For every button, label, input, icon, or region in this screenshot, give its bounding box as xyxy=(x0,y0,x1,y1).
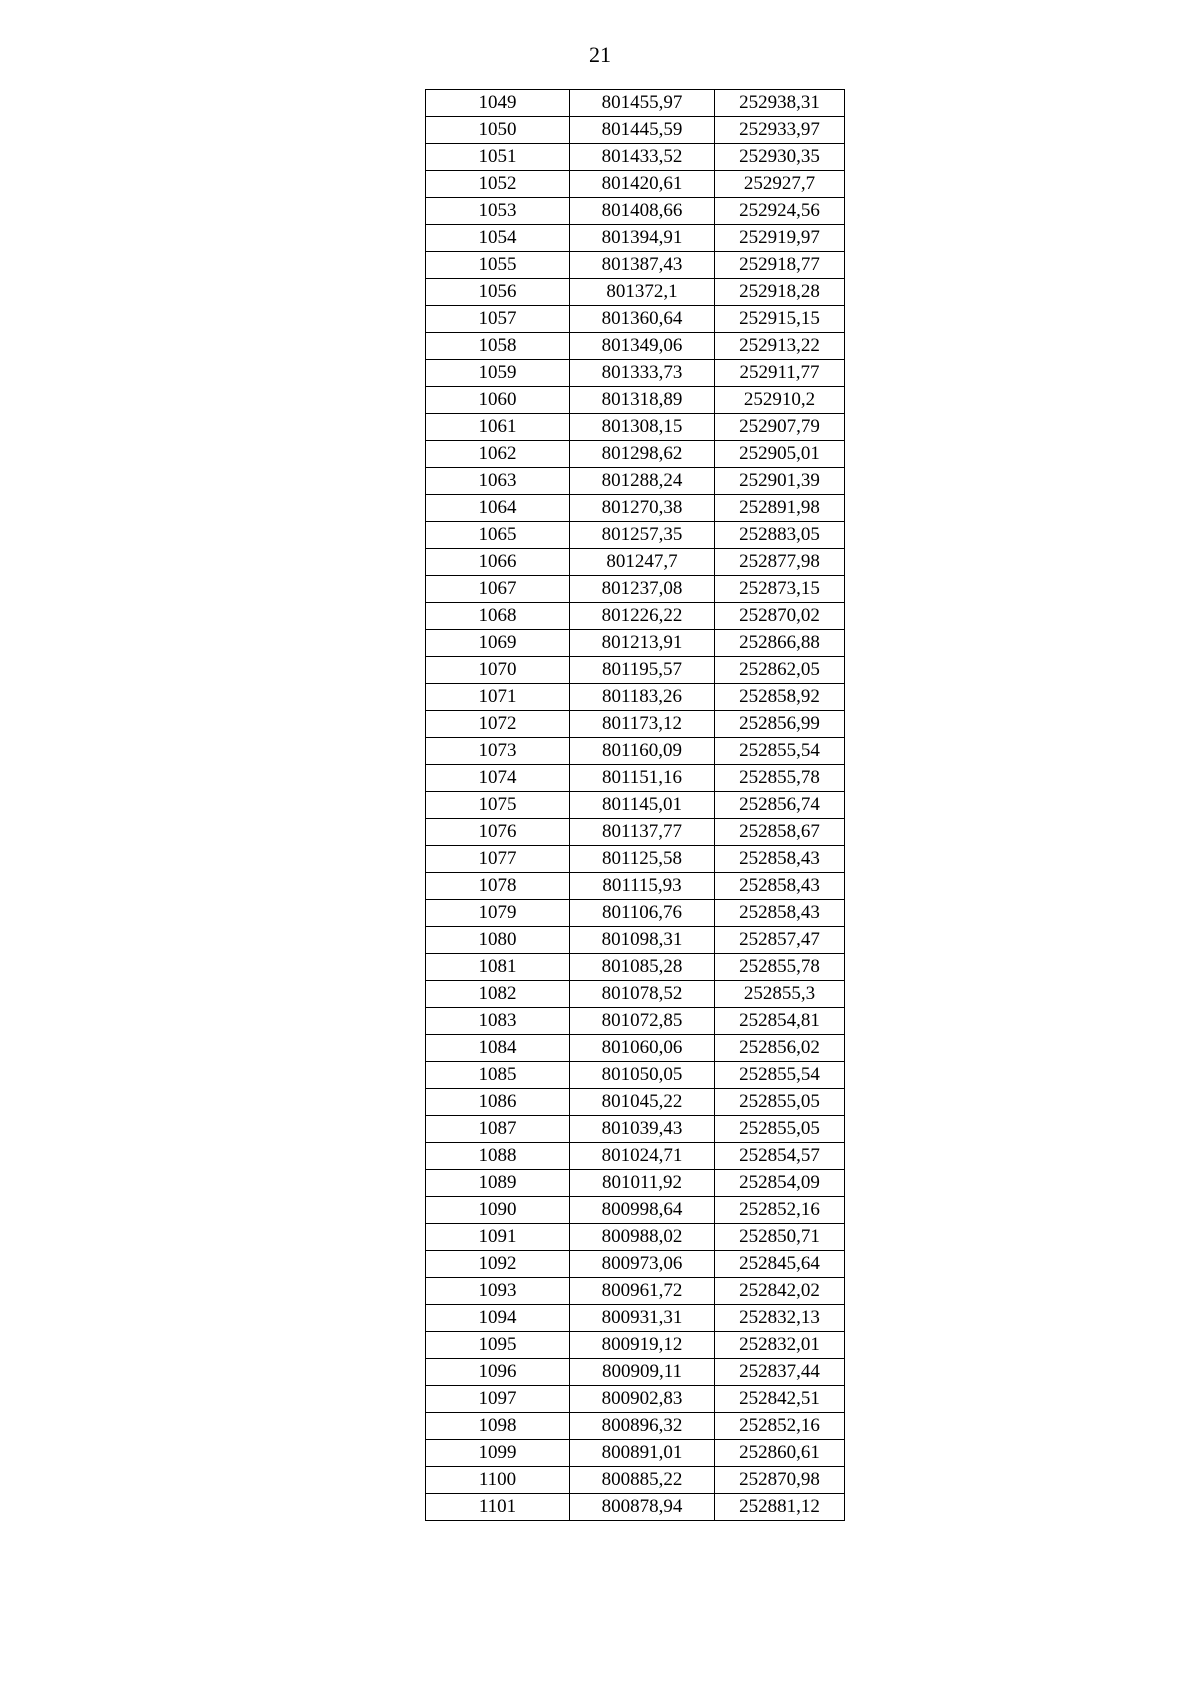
point-number-cell: 1099 xyxy=(426,1440,570,1467)
y-coordinate-cell: 252930,35 xyxy=(715,144,845,171)
point-number-cell: 1069 xyxy=(426,630,570,657)
point-number-cell: 1068 xyxy=(426,603,570,630)
point-number-cell: 1052 xyxy=(426,171,570,198)
x-coordinate-cell: 800931,31 xyxy=(570,1305,715,1332)
table-row xyxy=(426,1440,845,1467)
x-coordinate-cell: 801045,22 xyxy=(570,1089,715,1116)
point-number-cell: 1083 xyxy=(426,1008,570,1035)
table-row xyxy=(426,198,845,225)
table-row xyxy=(426,1251,845,1278)
y-coordinate-cell: 252858,43 xyxy=(715,873,845,900)
x-coordinate-cell: 800988,02 xyxy=(570,1224,715,1251)
coordinates-table xyxy=(425,89,845,1521)
x-coordinate-cell: 801433,52 xyxy=(570,144,715,171)
point-number-cell: 1072 xyxy=(426,711,570,738)
x-coordinate-cell: 801349,06 xyxy=(570,333,715,360)
table-row xyxy=(426,1170,845,1197)
point-number-cell: 1090 xyxy=(426,1197,570,1224)
y-coordinate-cell: 252858,92 xyxy=(715,684,845,711)
table-row xyxy=(426,549,845,576)
x-coordinate-cell: 801078,52 xyxy=(570,981,715,1008)
y-coordinate-cell: 252850,71 xyxy=(715,1224,845,1251)
x-coordinate-cell: 801195,57 xyxy=(570,657,715,684)
x-coordinate-cell: 801318,89 xyxy=(570,387,715,414)
point-number-cell: 1085 xyxy=(426,1062,570,1089)
y-coordinate-cell: 252854,81 xyxy=(715,1008,845,1035)
table-row xyxy=(426,441,845,468)
table-row xyxy=(426,225,845,252)
y-coordinate-cell: 252927,7 xyxy=(715,171,845,198)
x-coordinate-cell: 800902,83 xyxy=(570,1386,715,1413)
point-number-cell: 1089 xyxy=(426,1170,570,1197)
point-number-cell: 1075 xyxy=(426,792,570,819)
table-row xyxy=(426,333,845,360)
y-coordinate-cell: 252910,2 xyxy=(715,387,845,414)
point-number-cell: 1074 xyxy=(426,765,570,792)
table-row xyxy=(426,900,845,927)
x-coordinate-cell: 801257,35 xyxy=(570,522,715,549)
table-row xyxy=(426,171,845,198)
table-row xyxy=(426,1035,845,1062)
x-coordinate-cell: 801213,91 xyxy=(570,630,715,657)
table-row xyxy=(426,306,845,333)
y-coordinate-cell: 252832,01 xyxy=(715,1332,845,1359)
y-coordinate-cell: 252913,22 xyxy=(715,333,845,360)
point-number-cell: 1092 xyxy=(426,1251,570,1278)
table-row xyxy=(426,954,845,981)
x-coordinate-cell: 801145,01 xyxy=(570,792,715,819)
point-number-cell: 1066 xyxy=(426,549,570,576)
point-number-cell: 1054 xyxy=(426,225,570,252)
y-coordinate-cell: 252881,12 xyxy=(715,1494,845,1521)
point-number-cell: 1055 xyxy=(426,252,570,279)
table-row xyxy=(426,846,845,873)
table-row xyxy=(426,360,845,387)
y-coordinate-cell: 252842,02 xyxy=(715,1278,845,1305)
table-row xyxy=(426,765,845,792)
x-coordinate-cell: 801408,66 xyxy=(570,198,715,225)
y-coordinate-cell: 252854,09 xyxy=(715,1170,845,1197)
y-coordinate-cell: 252866,88 xyxy=(715,630,845,657)
y-coordinate-cell: 252856,99 xyxy=(715,711,845,738)
point-number-cell: 1097 xyxy=(426,1386,570,1413)
coordinates-table-body xyxy=(426,90,845,1521)
y-coordinate-cell: 252883,05 xyxy=(715,522,845,549)
table-row xyxy=(426,1359,845,1386)
y-coordinate-cell: 252933,97 xyxy=(715,117,845,144)
x-coordinate-cell: 801455,97 xyxy=(570,90,715,117)
x-coordinate-cell: 801151,16 xyxy=(570,765,715,792)
y-coordinate-cell: 252842,51 xyxy=(715,1386,845,1413)
table-row xyxy=(426,1305,845,1332)
x-coordinate-cell: 801039,43 xyxy=(570,1116,715,1143)
y-coordinate-cell: 252858,43 xyxy=(715,900,845,927)
y-coordinate-cell: 252862,05 xyxy=(715,657,845,684)
point-number-cell: 1049 xyxy=(426,90,570,117)
x-coordinate-cell: 801237,08 xyxy=(570,576,715,603)
point-number-cell: 1050 xyxy=(426,117,570,144)
point-number-cell: 1082 xyxy=(426,981,570,1008)
x-coordinate-cell: 801106,76 xyxy=(570,900,715,927)
x-coordinate-cell: 801288,24 xyxy=(570,468,715,495)
table-row xyxy=(426,927,845,954)
y-coordinate-cell: 252873,15 xyxy=(715,576,845,603)
y-coordinate-cell: 252860,61 xyxy=(715,1440,845,1467)
x-coordinate-cell: 801024,71 xyxy=(570,1143,715,1170)
x-coordinate-cell: 801085,28 xyxy=(570,954,715,981)
x-coordinate-cell: 801420,61 xyxy=(570,171,715,198)
y-coordinate-cell: 252855,54 xyxy=(715,1062,845,1089)
y-coordinate-cell: 252855,78 xyxy=(715,765,845,792)
x-coordinate-cell: 801226,22 xyxy=(570,603,715,630)
x-coordinate-cell: 801173,12 xyxy=(570,711,715,738)
table-row xyxy=(426,1386,845,1413)
x-coordinate-cell: 800998,64 xyxy=(570,1197,715,1224)
point-number-cell: 1079 xyxy=(426,900,570,927)
x-coordinate-cell: 801115,93 xyxy=(570,873,715,900)
y-coordinate-cell: 252911,77 xyxy=(715,360,845,387)
point-number-cell: 1080 xyxy=(426,927,570,954)
point-number-cell: 1086 xyxy=(426,1089,570,1116)
point-number-cell: 1058 xyxy=(426,333,570,360)
x-coordinate-cell: 800896,32 xyxy=(570,1413,715,1440)
x-coordinate-cell: 801360,64 xyxy=(570,306,715,333)
table-row xyxy=(426,414,845,441)
point-number-cell: 1070 xyxy=(426,657,570,684)
y-coordinate-cell: 252852,16 xyxy=(715,1413,845,1440)
y-coordinate-cell: 252854,57 xyxy=(715,1143,845,1170)
x-coordinate-cell: 801445,59 xyxy=(570,117,715,144)
table-row xyxy=(426,657,845,684)
table-row xyxy=(426,1332,845,1359)
y-coordinate-cell: 252832,13 xyxy=(715,1305,845,1332)
table-row xyxy=(426,819,845,846)
y-coordinate-cell: 252856,02 xyxy=(715,1035,845,1062)
table-row xyxy=(426,495,845,522)
point-number-cell: 1081 xyxy=(426,954,570,981)
x-coordinate-cell: 801160,09 xyxy=(570,738,715,765)
point-number-cell: 1073 xyxy=(426,738,570,765)
point-number-cell: 1063 xyxy=(426,468,570,495)
x-coordinate-cell: 801072,85 xyxy=(570,1008,715,1035)
y-coordinate-cell: 252918,77 xyxy=(715,252,845,279)
table-row xyxy=(426,144,845,171)
point-number-cell: 1094 xyxy=(426,1305,570,1332)
x-coordinate-cell: 801394,91 xyxy=(570,225,715,252)
y-coordinate-cell: 252919,97 xyxy=(715,225,845,252)
x-coordinate-cell: 801372,1 xyxy=(570,279,715,306)
x-coordinate-cell: 800909,11 xyxy=(570,1359,715,1386)
point-number-cell: 1051 xyxy=(426,144,570,171)
table-row xyxy=(426,522,845,549)
y-coordinate-cell: 252855,54 xyxy=(715,738,845,765)
x-coordinate-cell: 801050,05 xyxy=(570,1062,715,1089)
y-coordinate-cell: 252855,78 xyxy=(715,954,845,981)
y-coordinate-cell: 252837,44 xyxy=(715,1359,845,1386)
y-coordinate-cell: 252855,3 xyxy=(715,981,845,1008)
y-coordinate-cell: 252852,16 xyxy=(715,1197,845,1224)
point-number-cell: 1101 xyxy=(426,1494,570,1521)
table-row xyxy=(426,1008,845,1035)
x-coordinate-cell: 801298,62 xyxy=(570,441,715,468)
point-number-cell: 1065 xyxy=(426,522,570,549)
x-coordinate-cell: 800891,01 xyxy=(570,1440,715,1467)
x-coordinate-cell: 800919,12 xyxy=(570,1332,715,1359)
y-coordinate-cell: 252870,98 xyxy=(715,1467,845,1494)
x-coordinate-cell: 801011,92 xyxy=(570,1170,715,1197)
table-row xyxy=(426,792,845,819)
point-number-cell: 1096 xyxy=(426,1359,570,1386)
table-row xyxy=(426,1494,845,1521)
table-row xyxy=(426,252,845,279)
table-row xyxy=(426,1143,845,1170)
y-coordinate-cell: 252856,74 xyxy=(715,792,845,819)
y-coordinate-cell: 252857,47 xyxy=(715,927,845,954)
table-row xyxy=(426,711,845,738)
point-number-cell: 1056 xyxy=(426,279,570,306)
table-row xyxy=(426,387,845,414)
point-number-cell: 1095 xyxy=(426,1332,570,1359)
table-row xyxy=(426,1197,845,1224)
y-coordinate-cell: 252905,01 xyxy=(715,441,845,468)
y-coordinate-cell: 252858,43 xyxy=(715,846,845,873)
point-number-cell: 1088 xyxy=(426,1143,570,1170)
point-number-cell: 1084 xyxy=(426,1035,570,1062)
table-row xyxy=(426,117,845,144)
point-number-cell: 1059 xyxy=(426,360,570,387)
y-coordinate-cell: 252901,39 xyxy=(715,468,845,495)
point-number-cell: 1061 xyxy=(426,414,570,441)
table-row xyxy=(426,1224,845,1251)
x-coordinate-cell: 801387,43 xyxy=(570,252,715,279)
x-coordinate-cell: 801247,7 xyxy=(570,549,715,576)
y-coordinate-cell: 252877,98 xyxy=(715,549,845,576)
table-row xyxy=(426,1278,845,1305)
x-coordinate-cell: 801098,31 xyxy=(570,927,715,954)
x-coordinate-cell: 801270,38 xyxy=(570,495,715,522)
point-number-cell: 1078 xyxy=(426,873,570,900)
x-coordinate-cell: 800885,22 xyxy=(570,1467,715,1494)
y-coordinate-cell: 252938,31 xyxy=(715,90,845,117)
x-coordinate-cell: 801060,06 xyxy=(570,1035,715,1062)
x-coordinate-cell: 801125,58 xyxy=(570,846,715,873)
table-row xyxy=(426,90,845,117)
y-coordinate-cell: 252855,05 xyxy=(715,1116,845,1143)
table-row xyxy=(426,1413,845,1440)
point-number-cell: 1100 xyxy=(426,1467,570,1494)
table-row xyxy=(426,873,845,900)
y-coordinate-cell: 252870,02 xyxy=(715,603,845,630)
x-coordinate-cell: 801333,73 xyxy=(570,360,715,387)
table-row xyxy=(426,468,845,495)
point-number-cell: 1067 xyxy=(426,576,570,603)
x-coordinate-cell: 801137,77 xyxy=(570,819,715,846)
point-number-cell: 1098 xyxy=(426,1413,570,1440)
x-coordinate-cell: 800973,06 xyxy=(570,1251,715,1278)
table-row xyxy=(426,1467,845,1494)
x-coordinate-cell: 801308,15 xyxy=(570,414,715,441)
point-number-cell: 1077 xyxy=(426,846,570,873)
table-row xyxy=(426,738,845,765)
point-number-cell: 1062 xyxy=(426,441,570,468)
table-row xyxy=(426,1062,845,1089)
x-coordinate-cell: 800878,94 xyxy=(570,1494,715,1521)
y-coordinate-cell: 252891,98 xyxy=(715,495,845,522)
point-number-cell: 1053 xyxy=(426,198,570,225)
x-coordinate-cell: 801183,26 xyxy=(570,684,715,711)
y-coordinate-cell: 252918,28 xyxy=(715,279,845,306)
table-row xyxy=(426,684,845,711)
y-coordinate-cell: 252858,67 xyxy=(715,819,845,846)
y-coordinate-cell: 252855,05 xyxy=(715,1089,845,1116)
point-number-cell: 1087 xyxy=(426,1116,570,1143)
table-row xyxy=(426,279,845,306)
y-coordinate-cell: 252924,56 xyxy=(715,198,845,225)
y-coordinate-cell: 252915,15 xyxy=(715,306,845,333)
table-row xyxy=(426,576,845,603)
table-row xyxy=(426,630,845,657)
point-number-cell: 1076 xyxy=(426,819,570,846)
point-number-cell: 1060 xyxy=(426,387,570,414)
point-number-cell: 1057 xyxy=(426,306,570,333)
point-number-cell: 1064 xyxy=(426,495,570,522)
x-coordinate-cell: 800961,72 xyxy=(570,1278,715,1305)
table-row xyxy=(426,603,845,630)
point-number-cell: 1071 xyxy=(426,684,570,711)
table-row xyxy=(426,981,845,1008)
y-coordinate-cell: 252907,79 xyxy=(715,414,845,441)
point-number-cell: 1091 xyxy=(426,1224,570,1251)
table-row xyxy=(426,1089,845,1116)
page-number: 21 xyxy=(589,42,611,67)
point-number-cell: 1093 xyxy=(426,1278,570,1305)
table-row xyxy=(426,1116,845,1143)
y-coordinate-cell: 252845,64 xyxy=(715,1251,845,1278)
